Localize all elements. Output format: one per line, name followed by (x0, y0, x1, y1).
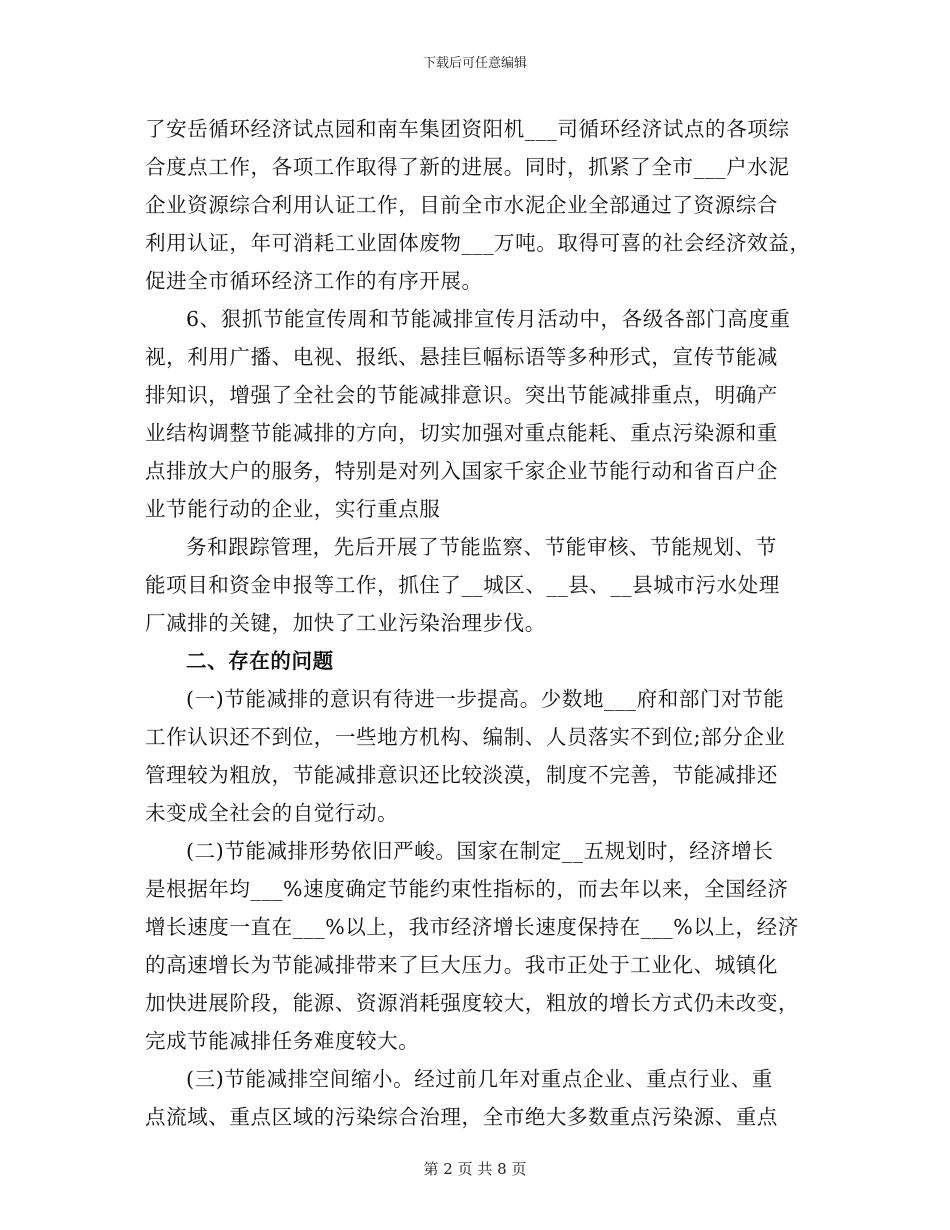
text-line: 管理较为粗放，节能减排意识还比较淡漠，制度不完善，节能减排还 (145, 763, 778, 787)
text-line: (二)节能减排形势依旧严峻。国家在制定__五规划时，经济增长 (186, 839, 774, 863)
text-line: 未变成全社会的自觉行动。 (145, 801, 399, 825)
text-line: 加快进展阶段，能源、资源消耗强度较大，粗放的增长方式仍未改变， (145, 991, 800, 1015)
text-line: 务和跟踪管理，先后开展了节能监察、节能审核、节能规划、节 (186, 535, 777, 559)
text-line: 增长速度一直在___%以上，我市经济增长速度保持在___%以上，经济 (145, 915, 799, 939)
text-line: 厂减排的关键，加快了工业污染治理步伐。 (145, 611, 546, 635)
page-header: 下载后可任意编辑 (422, 56, 527, 71)
page-footer: 第 2 页 共 8 页 (423, 1160, 527, 1178)
text-line: 促进全市循环经济工作的有序开展。 (145, 269, 483, 293)
text-line: 业节能行动的企业，实行重点服 (145, 497, 441, 521)
text-line: 工作认识还不到位，一些地方机构、编制、人员落实不到位;部分企业 (145, 725, 786, 749)
text-line: 的高速增长为节能减排带来了巨大压力。我市正处于工业化、城镇化 (145, 953, 778, 977)
text-line: 6、狠抓节能宣传周和节能减排宣传月活动中，各级各部门高度重 (186, 307, 791, 331)
text-line: 能项目和资金申报等工作，抓住了__城区、__县、__县城市污水处理 (145, 573, 780, 597)
text-line: 企业资源综合利用认证工作，目前全市水泥企业全部通过了资源综合 (145, 193, 778, 217)
text-line: (一)节能减排的意识有待进一步提高。少数地___府和部门对节能 (186, 687, 785, 711)
text-line: 业结构调整节能减排的方向，切实加强对重点能耗、重点污染源和重 (145, 421, 778, 445)
text-line: 合度点工作，各项工作取得了新的进展。同时，抓紧了全市___户水泥 (145, 155, 790, 179)
text-line: 完成节能减排任务难度较大。 (145, 1029, 420, 1053)
text-line: (三)节能减排空间缩小。经过前几年对重点企业、重点行业、重 (186, 1067, 773, 1091)
text-line: 排知识，增强了全社会的节能减排意识。突出节能减排重点，明确产 (145, 383, 778, 407)
text-line: 点排放大户的服务，特别是对列入国家千家企业节能行动和省百户企 (145, 459, 778, 483)
section-heading: 二、存在的问题 (186, 649, 334, 673)
text-line: 利用认证，年可消耗工业固体废物___万吨。取得可喜的社会经济效益， (145, 231, 811, 255)
text-line: 了安岳循环经济试点园和南车集团资阳机___司循环经济试点的各项综 (145, 117, 790, 141)
text-line: 是根据年均___%速度确定节能约束性指标的，而去年以来，全国经济 (145, 877, 789, 901)
text-line: 点流域、重点区域的污染综合治理，全市绝大多数重点污染源、重点 (145, 1105, 778, 1129)
document-body (145, 110, 815, 1136)
text-line: 视，利用广播、电视、报纸、悬挂巨幅标语等多种形式，宣传节能减 (145, 345, 778, 369)
